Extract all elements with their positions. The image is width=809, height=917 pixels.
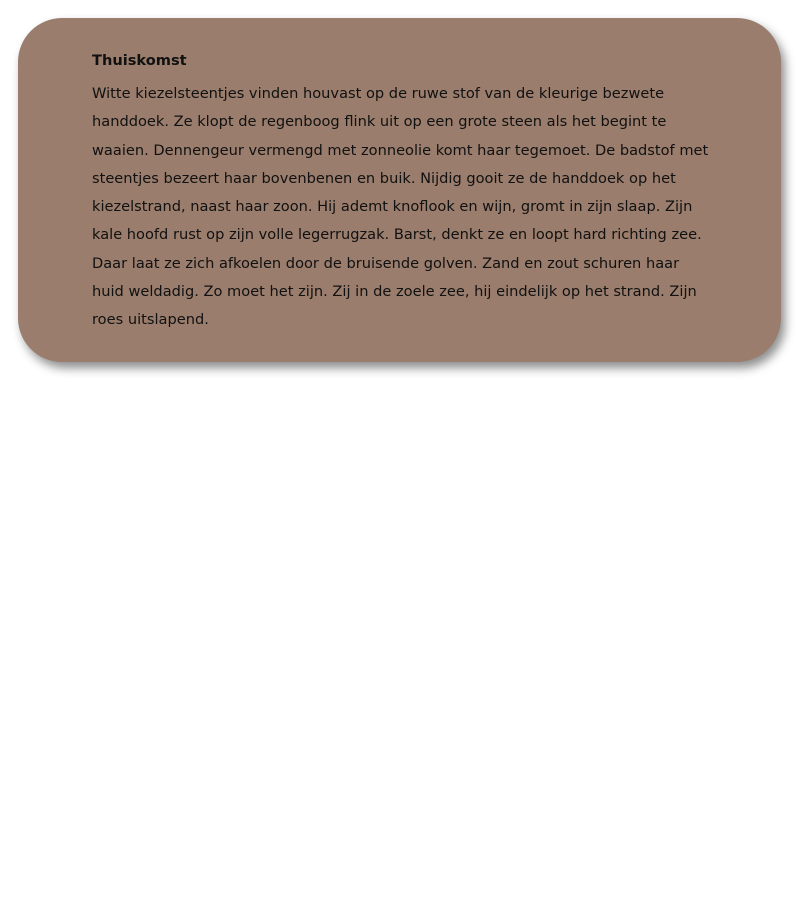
story-title: Thuiskomst — [92, 52, 187, 69]
story-body: Witte kiezelsteentjes vinden houvast op de ruwe stof van de kleurige bezwete handdoek. Ze klopt de regenboog flink uit op een grote steen als het begint te waaien. Dennengeur vermengd met zonneolie komt haar tegemoet. De badstof met steentjes bezeert haar bovenbenen en buik. Nijdig gooit ze de handdoek op het kiezelstrand, naast haar zoon. Hij ademt knoflook en wijn, gromt in zijn slaap. Zijn kale hoofd rust op zijn volle legerrugzak. Barst, denkt ze en loopt hard richting zee. Daar laat ze zich afkoelen door de bruisende golven. Zand en zout schuren haar huid weldadig. Zo moet het zijn. Zij in de zoele zee, hij eindelijk op het strand. Zijn roes uitslapend. — [92, 85, 709, 329]
story-card — [18, 18, 781, 362]
